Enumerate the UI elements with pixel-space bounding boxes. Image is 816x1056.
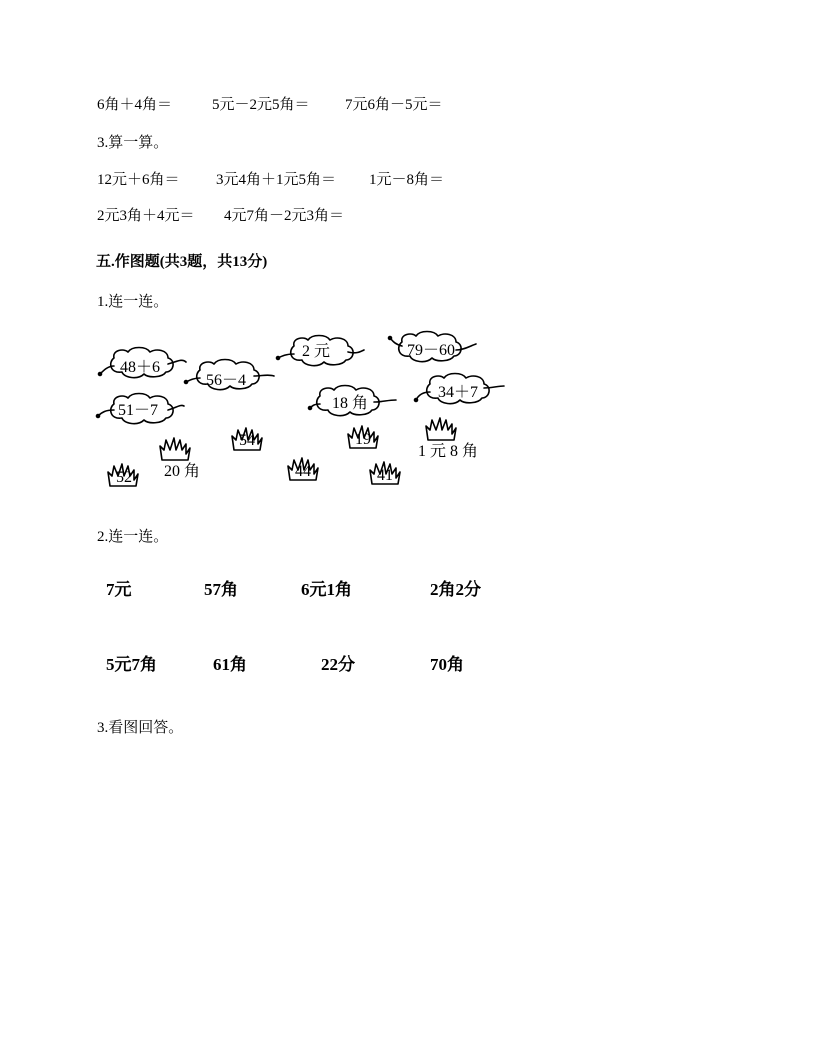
question-2-title: 2.连一连。 (97, 529, 169, 545)
grass-label-52: 52 (116, 469, 132, 486)
grass-label-54: 54 (239, 432, 255, 449)
cloud-label-51-minus-7: 51－7 (118, 402, 159, 419)
cloud-label-48-plus-6: 48＋6 (120, 359, 161, 376)
match-bottom-3: 22分 (321, 655, 355, 674)
section-heading: 五.作图题(共3题，共13分) (96, 254, 268, 270)
expression-8: 4元7角－2元3角＝ (224, 208, 345, 224)
expression-6: 1元－8角＝ (369, 172, 445, 188)
expression-7: 2元3角＋4元＝ (97, 208, 195, 224)
match-top-1: 7元 (106, 580, 132, 599)
expression-5: 3元4角＋1元5角＝ (216, 172, 337, 188)
grass-label-19: 19 (355, 431, 371, 448)
matching-illustration (96, 330, 516, 500)
grass-label-41: 41 (377, 467, 393, 484)
match-bottom-1: 5元7角 (106, 655, 157, 674)
match-top-3: 6元1角 (301, 580, 352, 599)
match-top-2: 57角 (204, 580, 238, 599)
question-3b-title: 3.看图回答。 (97, 720, 184, 736)
cloud-label-56-minus-4: 56－4 (206, 372, 247, 389)
match-top-4: 2角2分 (430, 580, 481, 599)
grass-label-44: 44 (295, 463, 311, 480)
cloud-label-79-minus-60: 79－60 (407, 342, 456, 359)
grass-shape (160, 438, 190, 460)
expression-4: 12元＋6角＝ (97, 172, 180, 188)
cloud-label-2-yuan: 2 元 (302, 343, 331, 360)
expression-3: 7元6角－5元＝ (345, 97, 443, 113)
label-20-jiao: 20 角 (164, 463, 201, 480)
cloud-label-34-plus-7: 34＋7 (438, 384, 479, 401)
question-3-title: 3.算一算。 (97, 135, 169, 151)
question-1-title: 1.连一连。 (97, 294, 169, 310)
expression-1: 6角＋4角＝ (97, 97, 173, 113)
expression-2: 5元－2元5角＝ (212, 97, 310, 113)
grass-shape (426, 418, 456, 440)
label-1-yuan-8-jiao: 1 元 8 角 (418, 443, 479, 460)
match-bottom-2: 61角 (213, 655, 247, 674)
match-bottom-4: 70角 (430, 655, 464, 674)
cloud-label-18-jiao: 18 角 (332, 395, 369, 412)
